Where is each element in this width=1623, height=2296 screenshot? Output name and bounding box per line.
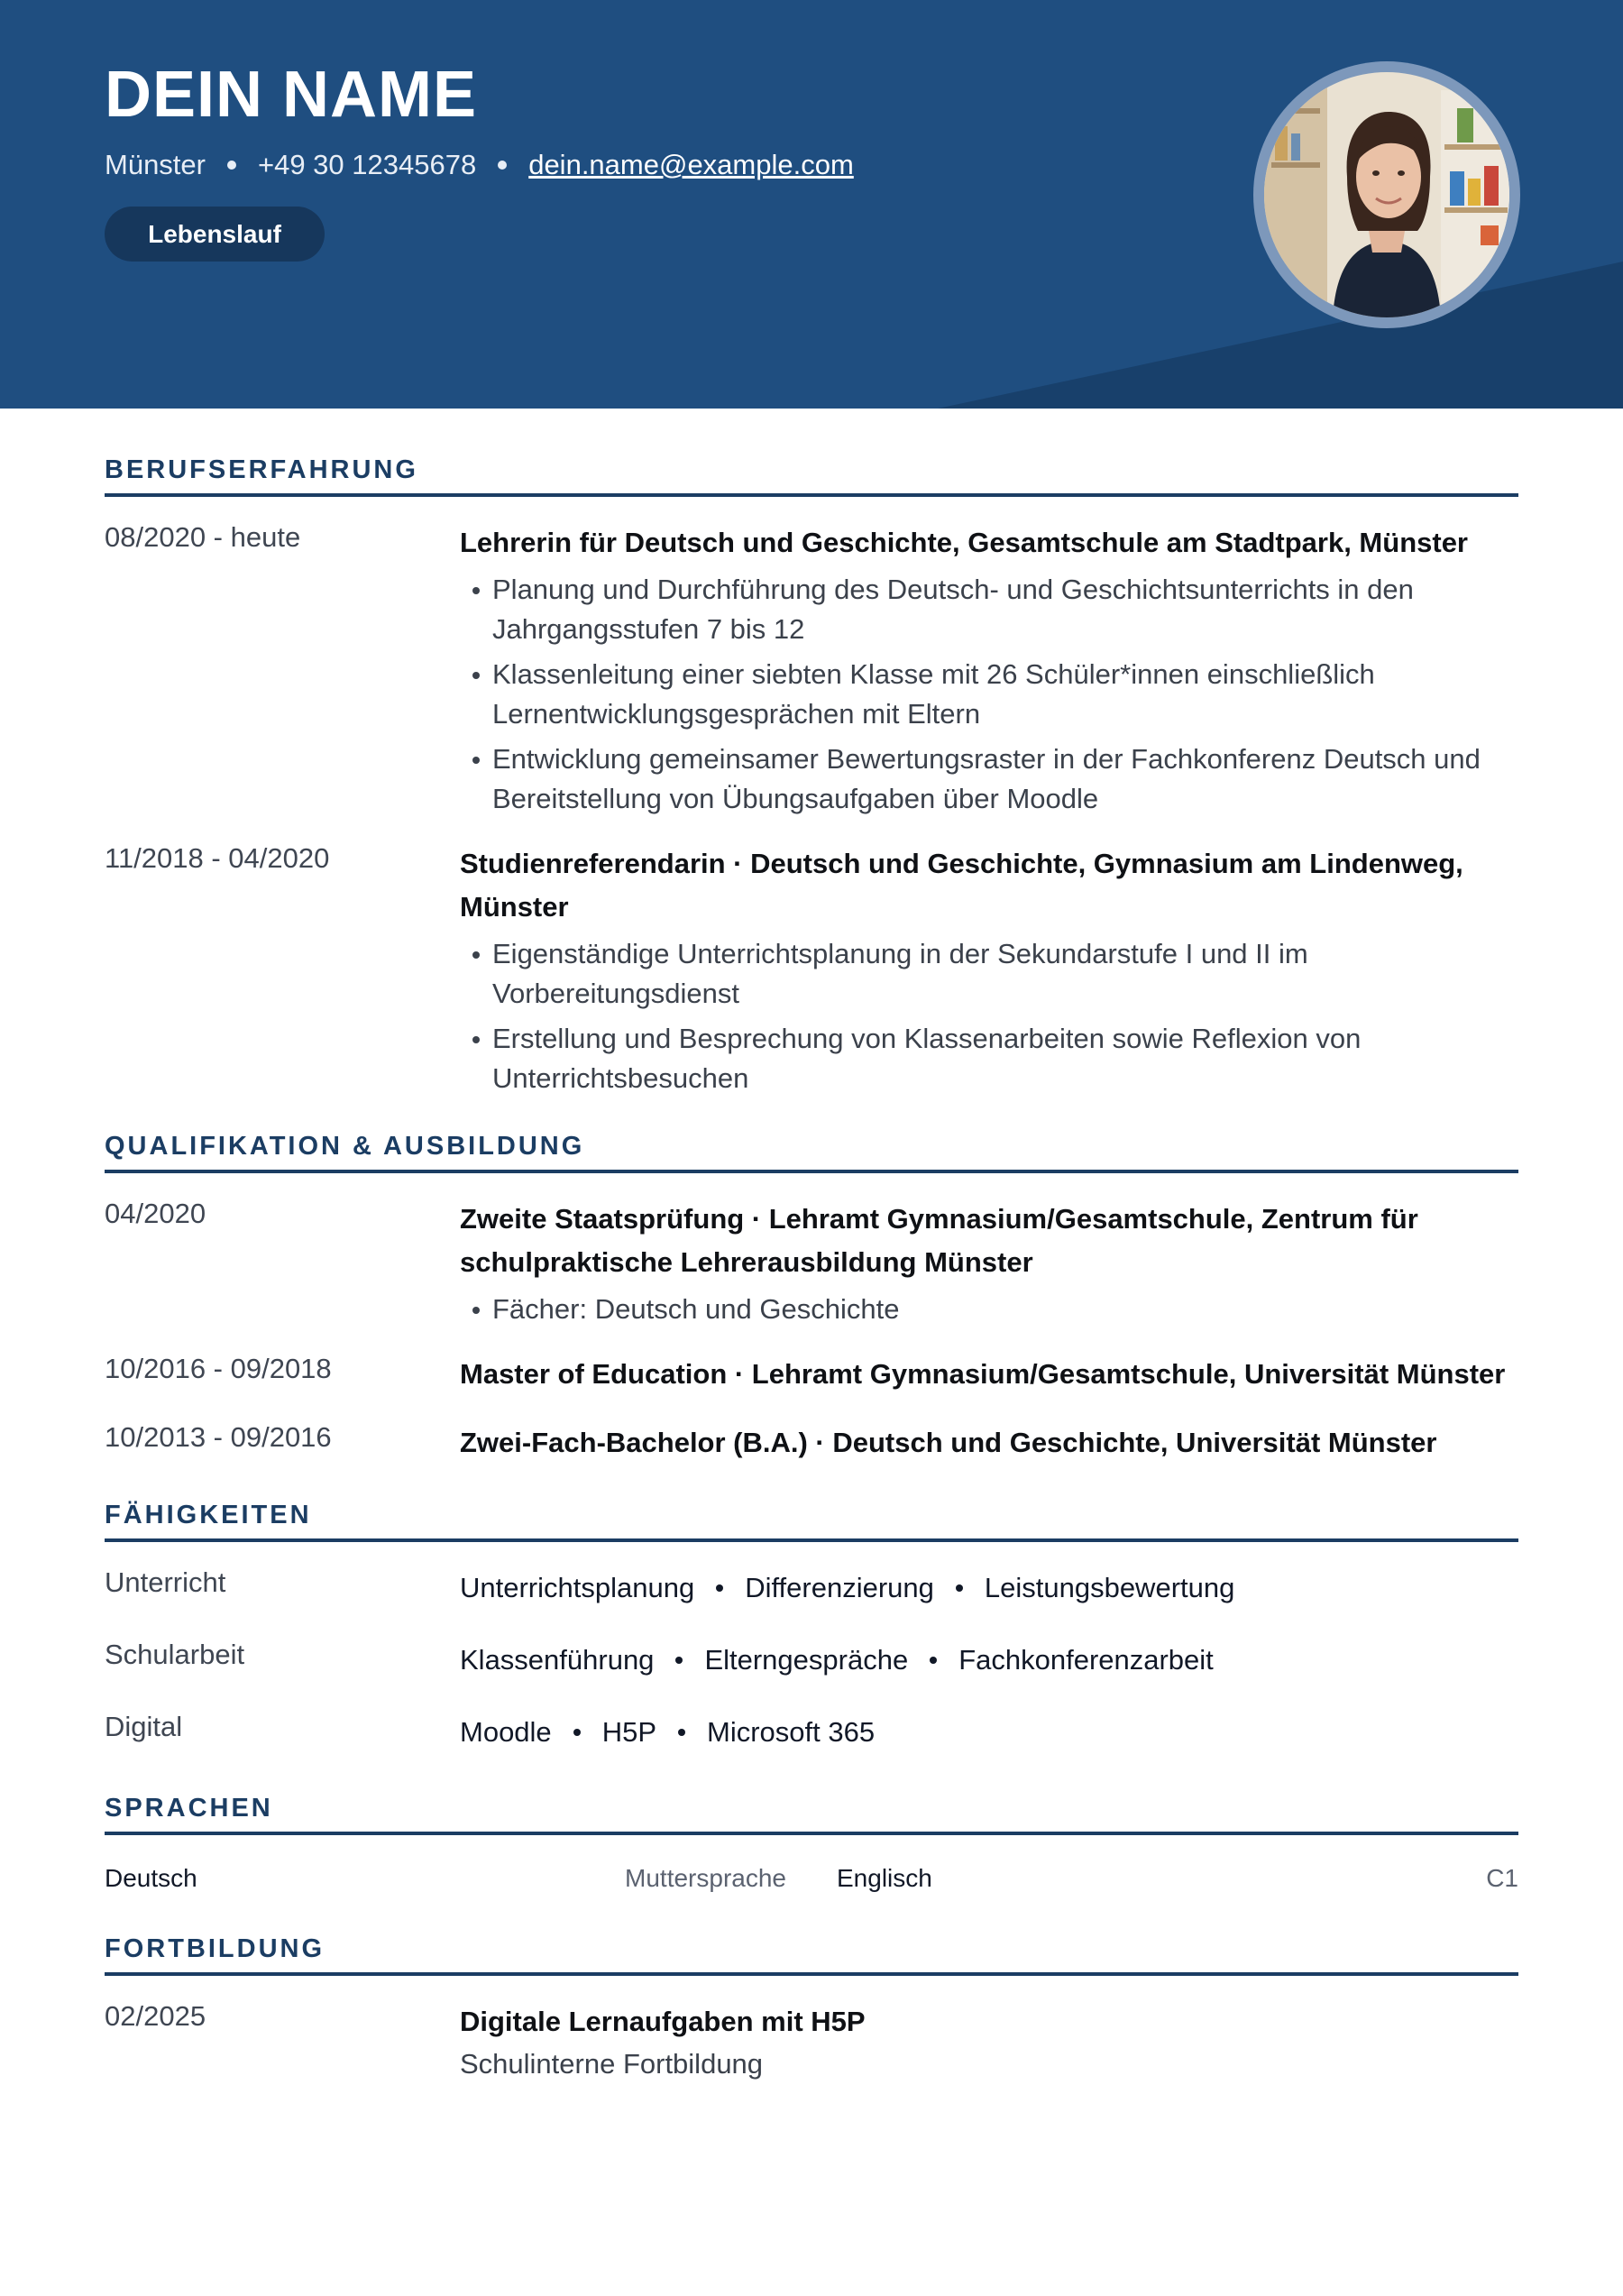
bullet-separator: [675, 1657, 683, 1664]
skill-item: Klassenführung: [460, 1644, 655, 1676]
bullet-separator: [573, 1729, 581, 1736]
education-entry: [460, 1421, 1524, 1465]
education-bullet: Fächer: Deutsch und Geschichte: [460, 1290, 1524, 1329]
language-level: Muttersprache: [625, 1864, 786, 1892]
job-title: Studienreferendarin · Deutsch und Geschichte, Gymnasium am Lindenweg, Münster: [460, 848, 1463, 923]
section-divider: [105, 493, 1518, 497]
contact-line: [105, 144, 854, 186]
education-date: 04/2020: [105, 1198, 206, 1229]
language-name: Deutsch: [105, 1864, 197, 1892]
skill-category: Schularbeit: [105, 1639, 245, 1670]
education-title: Master of Education · Lehramt Gymnasium/Gesamtschule, Universität Münster: [460, 1358, 1506, 1390]
section-title-languages: SPRACHEN: [105, 1794, 273, 1823]
training-date: 02/2025: [105, 2000, 206, 2032]
skill-category: Unterricht: [105, 1566, 226, 1598]
job-bullets: [460, 570, 1524, 819]
experience-date: 11/2018 - 04/2020: [105, 842, 330, 874]
training-entry: [460, 2000, 1524, 2085]
profile-photo: [1264, 72, 1509, 317]
skill-item: Moodle: [460, 1716, 552, 1748]
language-name: Englisch: [837, 1864, 932, 1892]
bullet-separator: [956, 1584, 963, 1592]
skill-category: Digital: [105, 1711, 183, 1742]
job-bullet: Entwicklung gemeinsamer Bewertungsraster in der Fachkonferenz Deutsch und Bereitstellung von Übungsaufgaben über Moodle: [460, 739, 1524, 819]
job-bullet: Eigenständige Unterrichtsplanung in der Sekundarstufe I und II im Vorbereitungsdienst: [460, 934, 1524, 1014]
job-bullets: [460, 934, 1524, 1098]
header-banner: [0, 0, 1623, 409]
experience-entry: [460, 521, 1524, 819]
skill-item: H5P: [601, 1716, 656, 1748]
bullet-separator: [930, 1657, 937, 1664]
skill-list: [460, 1566, 1234, 1610]
section-divider: [105, 1170, 1518, 1173]
bullet-separator: [227, 161, 236, 170]
skill-list: [460, 1639, 1214, 1682]
skill-item: Microsoft 365: [707, 1716, 876, 1748]
section-divider: [105, 1538, 1518, 1542]
skill-list: [460, 1711, 875, 1754]
training-title: Digitale Lernaufgaben mit H5P: [460, 2006, 866, 2037]
education-entry: [460, 1353, 1524, 1396]
profile-photo-frame: [1253, 61, 1520, 328]
education-date: 10/2013 - 09/2016: [105, 1421, 332, 1453]
section-divider: [105, 1832, 1518, 1835]
document-type-badge: Lebenslauf: [105, 207, 325, 262]
skill-item: Differenzierung: [745, 1572, 934, 1603]
education-bullets: [460, 1290, 1524, 1329]
bullet-separator: [716, 1584, 723, 1592]
portrait-illustration: [1264, 72, 1509, 317]
contact-phone: +49 30 12345678: [257, 149, 477, 180]
skill-item: Leistungsbewertung: [984, 1572, 1235, 1603]
section-title-education: QUALIFIKATION & AUSBILDUNG: [105, 1132, 585, 1161]
contact-city: Münster: [105, 149, 206, 180]
job-title: Lehrerin für Deutsch und Geschichte, Gesamtschule am Stadtpark, Münster: [460, 527, 1468, 558]
section-divider: [105, 1972, 1518, 1976]
language-level: C1: [1486, 1864, 1518, 1892]
person-name: DEIN NAME: [105, 59, 478, 131]
education-title: Zweite Staatsprüfung · Lehramt Gymnasium/Gesamtschule, Zentrum für schulpraktische Lehrerausbildung Münster: [460, 1203, 1418, 1278]
bullet-separator: [498, 161, 507, 170]
section-title-skills: FÄHIGKEITEN: [105, 1501, 312, 1529]
experience-date: 08/2020 - heute: [105, 521, 301, 553]
bullet-separator: [678, 1729, 685, 1736]
skill-item: Unterrichtsplanung: [460, 1572, 695, 1603]
education-entry: [460, 1198, 1524, 1329]
education-date: 10/2016 - 09/2018: [105, 1353, 332, 1384]
job-bullet: Klassenleitung einer siebten Klasse mit 26 Schüler*innen einschließlich Lernentwicklungsgesprächen mit Eltern: [460, 655, 1524, 734]
contact-email-link[interactable]: dein.name@example.com: [528, 149, 854, 180]
training-detail: Schulinterne Fortbildung: [460, 2048, 764, 2080]
skill-item: Fachkonferenzarbeit: [958, 1644, 1214, 1676]
section-title-training: FORTBILDUNG: [105, 1934, 326, 1963]
section-title-experience: BERUFSERFAHRUNG: [105, 455, 418, 484]
experience-entry: [460, 842, 1524, 1098]
skill-item: Elterngespräche: [704, 1644, 909, 1676]
education-title: Zwei-Fach-Bachelor (B.A.) · Deutsch und Geschichte, Universität Münster: [460, 1427, 1437, 1458]
job-bullet: Erstellung und Besprechung von Klassenarbeiten sowie Reflexion von Unterrichtsbesuchen: [460, 1019, 1524, 1098]
job-bullet: Planung und Durchführung des Deutsch- und Geschichtsunterrichts in den Jahrgangsstufen 7 bis 12: [460, 570, 1524, 649]
